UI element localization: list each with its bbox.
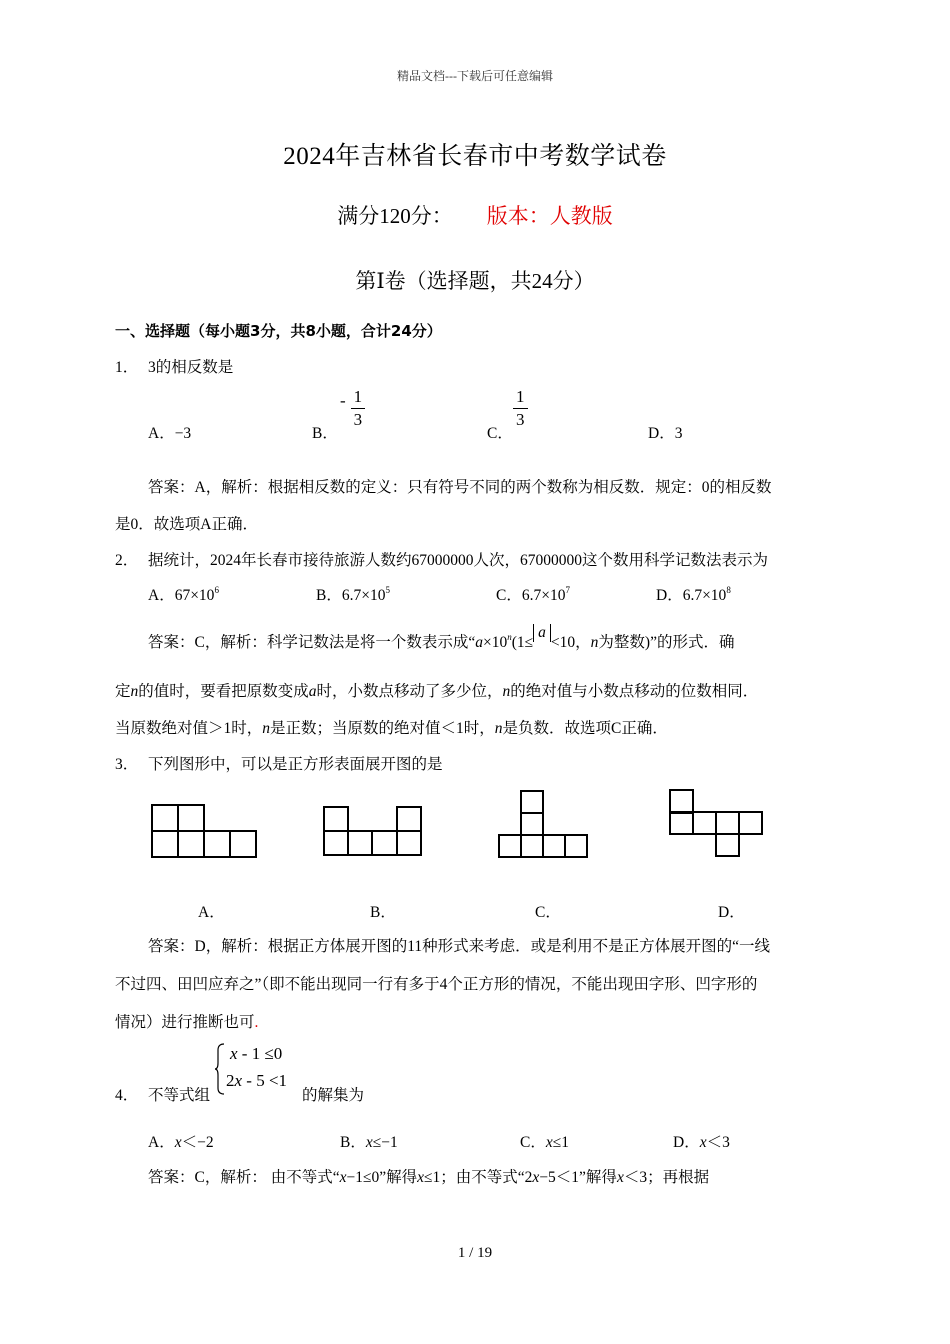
page-number: 1 / 19 [457, 1245, 493, 1261]
var-a: a [308, 683, 317, 700]
text: −5＜1”解得 [539, 1169, 617, 1186]
q3-answer-line2: 不过四、田凹应弃之”（即不能出现同一行有多于4个正方形的情况，不能出现田字形、凹字形的 [115, 976, 758, 993]
q3-answer-line3 [115, 1010, 258, 1032]
text: 答案：C，解析：科学记数法是将一个数表示成“ [148, 634, 476, 651]
var-n: n [262, 720, 271, 737]
text: ≤1；由不等式“2 [424, 1169, 533, 1186]
var-x: x [230, 1044, 238, 1063]
q4-option-d [673, 1130, 730, 1152]
period: . [254, 1014, 259, 1031]
q2-answer-line3 [115, 716, 668, 738]
text: 定 [115, 683, 131, 700]
q2-stem: 据统计，2024年长春市接待旅游人数约67000000人次，67000000这个数用科学记数法表示为 [148, 552, 769, 569]
fraction [351, 388, 366, 429]
absolute-value: a [533, 624, 551, 642]
q2-option-c [496, 583, 570, 605]
var-x: x [339, 1169, 347, 1186]
q4-option-b [340, 1130, 398, 1152]
var-x: x [532, 1169, 540, 1186]
q1-number: 1． [115, 359, 139, 376]
var-n: n [494, 720, 503, 737]
option-text: B．6.7×10 [316, 587, 386, 604]
q4-stem-b: 的解集为 [302, 1087, 365, 1104]
text: <10， [550, 634, 591, 651]
q1-option-b-label: B． [312, 425, 338, 442]
net-figure-a [150, 803, 258, 859]
text: - 1 ≤0 [237, 1044, 283, 1063]
option-text: D．6.7×10 [656, 587, 727, 604]
net-figure-d [668, 788, 764, 858]
text: 情况）进行推断也可 [115, 1014, 255, 1031]
q1-answer-line1: 答案：A，解析：根据相反数的定义：只有符号不同的两个数称为相反数．规定：0的相反数 [148, 479, 772, 496]
q2-answer-line1 [148, 624, 735, 652]
text: ＜3；再根据 [623, 1169, 710, 1186]
text: D． [673, 1134, 700, 1151]
var-n: n [130, 683, 139, 700]
q2-option-a [148, 583, 219, 605]
inequality-1 [230, 1041, 282, 1067]
q2-option-d [656, 583, 731, 605]
net-figure-c [497, 789, 589, 859]
text: B． [340, 1134, 366, 1151]
q2-number: 2． [115, 552, 139, 569]
net-figure-b [322, 805, 424, 859]
numerator: 1 [513, 388, 528, 409]
var-x: x [545, 1134, 553, 1151]
q1-option-b [340, 388, 365, 429]
exponent: 6 [214, 585, 219, 595]
text: 是正数；当原数的绝对值＜1时， [270, 720, 495, 737]
exam-subtitle [0, 200, 950, 230]
text: ≤−1 [372, 1134, 398, 1151]
q4-option-a [148, 1130, 214, 1152]
text: ≤1 [552, 1134, 569, 1151]
numerator: 1 [351, 388, 366, 409]
q1-option-c-label: C． [487, 425, 513, 442]
exponent: 8 [726, 585, 731, 595]
page-header: 精品文档---下载后可任意编辑 [397, 69, 553, 83]
text: ＜3 [706, 1134, 730, 1151]
q2-option-b [316, 583, 390, 605]
volume-heading: 第Ⅰ卷（选择题，共24分） [355, 269, 595, 293]
var-n: n [502, 683, 511, 700]
text: (1≤ [511, 634, 534, 651]
option-text: C．6.7×10 [496, 587, 566, 604]
text: 当原数绝对值＞1时， [115, 720, 263, 737]
q1-stem: 3的相反数是 [148, 359, 234, 376]
q4-stem-a: 不等式组 [148, 1087, 211, 1104]
fraction [513, 388, 528, 429]
option-text: A．67×10 [148, 587, 215, 604]
q4-number: 4． [115, 1087, 139, 1104]
denominator: 3 [353, 409, 363, 429]
q2-answer-line2 [115, 679, 758, 701]
text: 答案：C，解析： 由不等式“ [148, 1169, 340, 1186]
minus-sign: - [340, 391, 346, 411]
figure-label-d: D． [718, 904, 745, 921]
q3-stem: 下列图形中，可以是正方形表面展开图的是 [148, 756, 443, 773]
var-x: x [417, 1169, 425, 1186]
q1-option-c [513, 388, 528, 429]
text: A． [148, 1134, 175, 1151]
denominator: 3 [516, 409, 525, 429]
brace-icon [214, 1042, 226, 1096]
text: ＜−2 [181, 1134, 214, 1151]
figure-label-b: B． [370, 904, 396, 921]
exponent: 5 [385, 585, 390, 595]
q1-option-a: A．−3 [148, 425, 192, 442]
text: - 5 <1 [242, 1071, 288, 1090]
q1-answer-line2: 是0．故选项A正确． [115, 516, 258, 533]
var-x: x [699, 1134, 707, 1151]
full-score: 满分120分： [337, 204, 453, 228]
version-label: 版本：人教版 [486, 204, 613, 228]
text: 2 [226, 1071, 235, 1090]
text: C． [520, 1134, 546, 1151]
text: 的绝对值与小数点移动的位数相同． [510, 683, 759, 700]
q3-number: 3． [115, 756, 139, 773]
text: −1≤0”解得 [346, 1169, 418, 1186]
var-x: x [234, 1071, 243, 1090]
text: 是负数．故选项C正确． [502, 720, 668, 737]
var-x: x [616, 1169, 624, 1186]
inequality-2 [226, 1068, 287, 1094]
var-x: x [174, 1134, 182, 1151]
exam-title: 2024年吉林省长春市中考数学试卷 [283, 143, 667, 170]
q1-option-d: D．3 [648, 425, 683, 442]
section-heading: 一、选择题（每小题3分，共8小题，合计24分） [115, 322, 442, 340]
var-x: x [365, 1134, 373, 1151]
var-a: a [475, 634, 483, 651]
var-n: n [590, 634, 599, 651]
q3-answer-line1: 答案：D，解析：根据正方体展开图的11种形式来考虑．或是利用不是正方体展开图的“一线 [148, 938, 771, 955]
var-n: n [507, 632, 512, 642]
text: 为整数)”的形式．确 [598, 634, 735, 651]
figure-label-a: A． [198, 904, 225, 921]
q4-option-c [520, 1130, 569, 1152]
text: 时，小数点移动了多少位， [316, 683, 503, 700]
exponent: 7 [565, 585, 570, 595]
figure-label-c: C． [535, 904, 561, 921]
text: 的值时，要看把原数变成 [138, 683, 309, 700]
text: ×10 [482, 634, 508, 651]
q4-answer-line1 [148, 1165, 709, 1187]
